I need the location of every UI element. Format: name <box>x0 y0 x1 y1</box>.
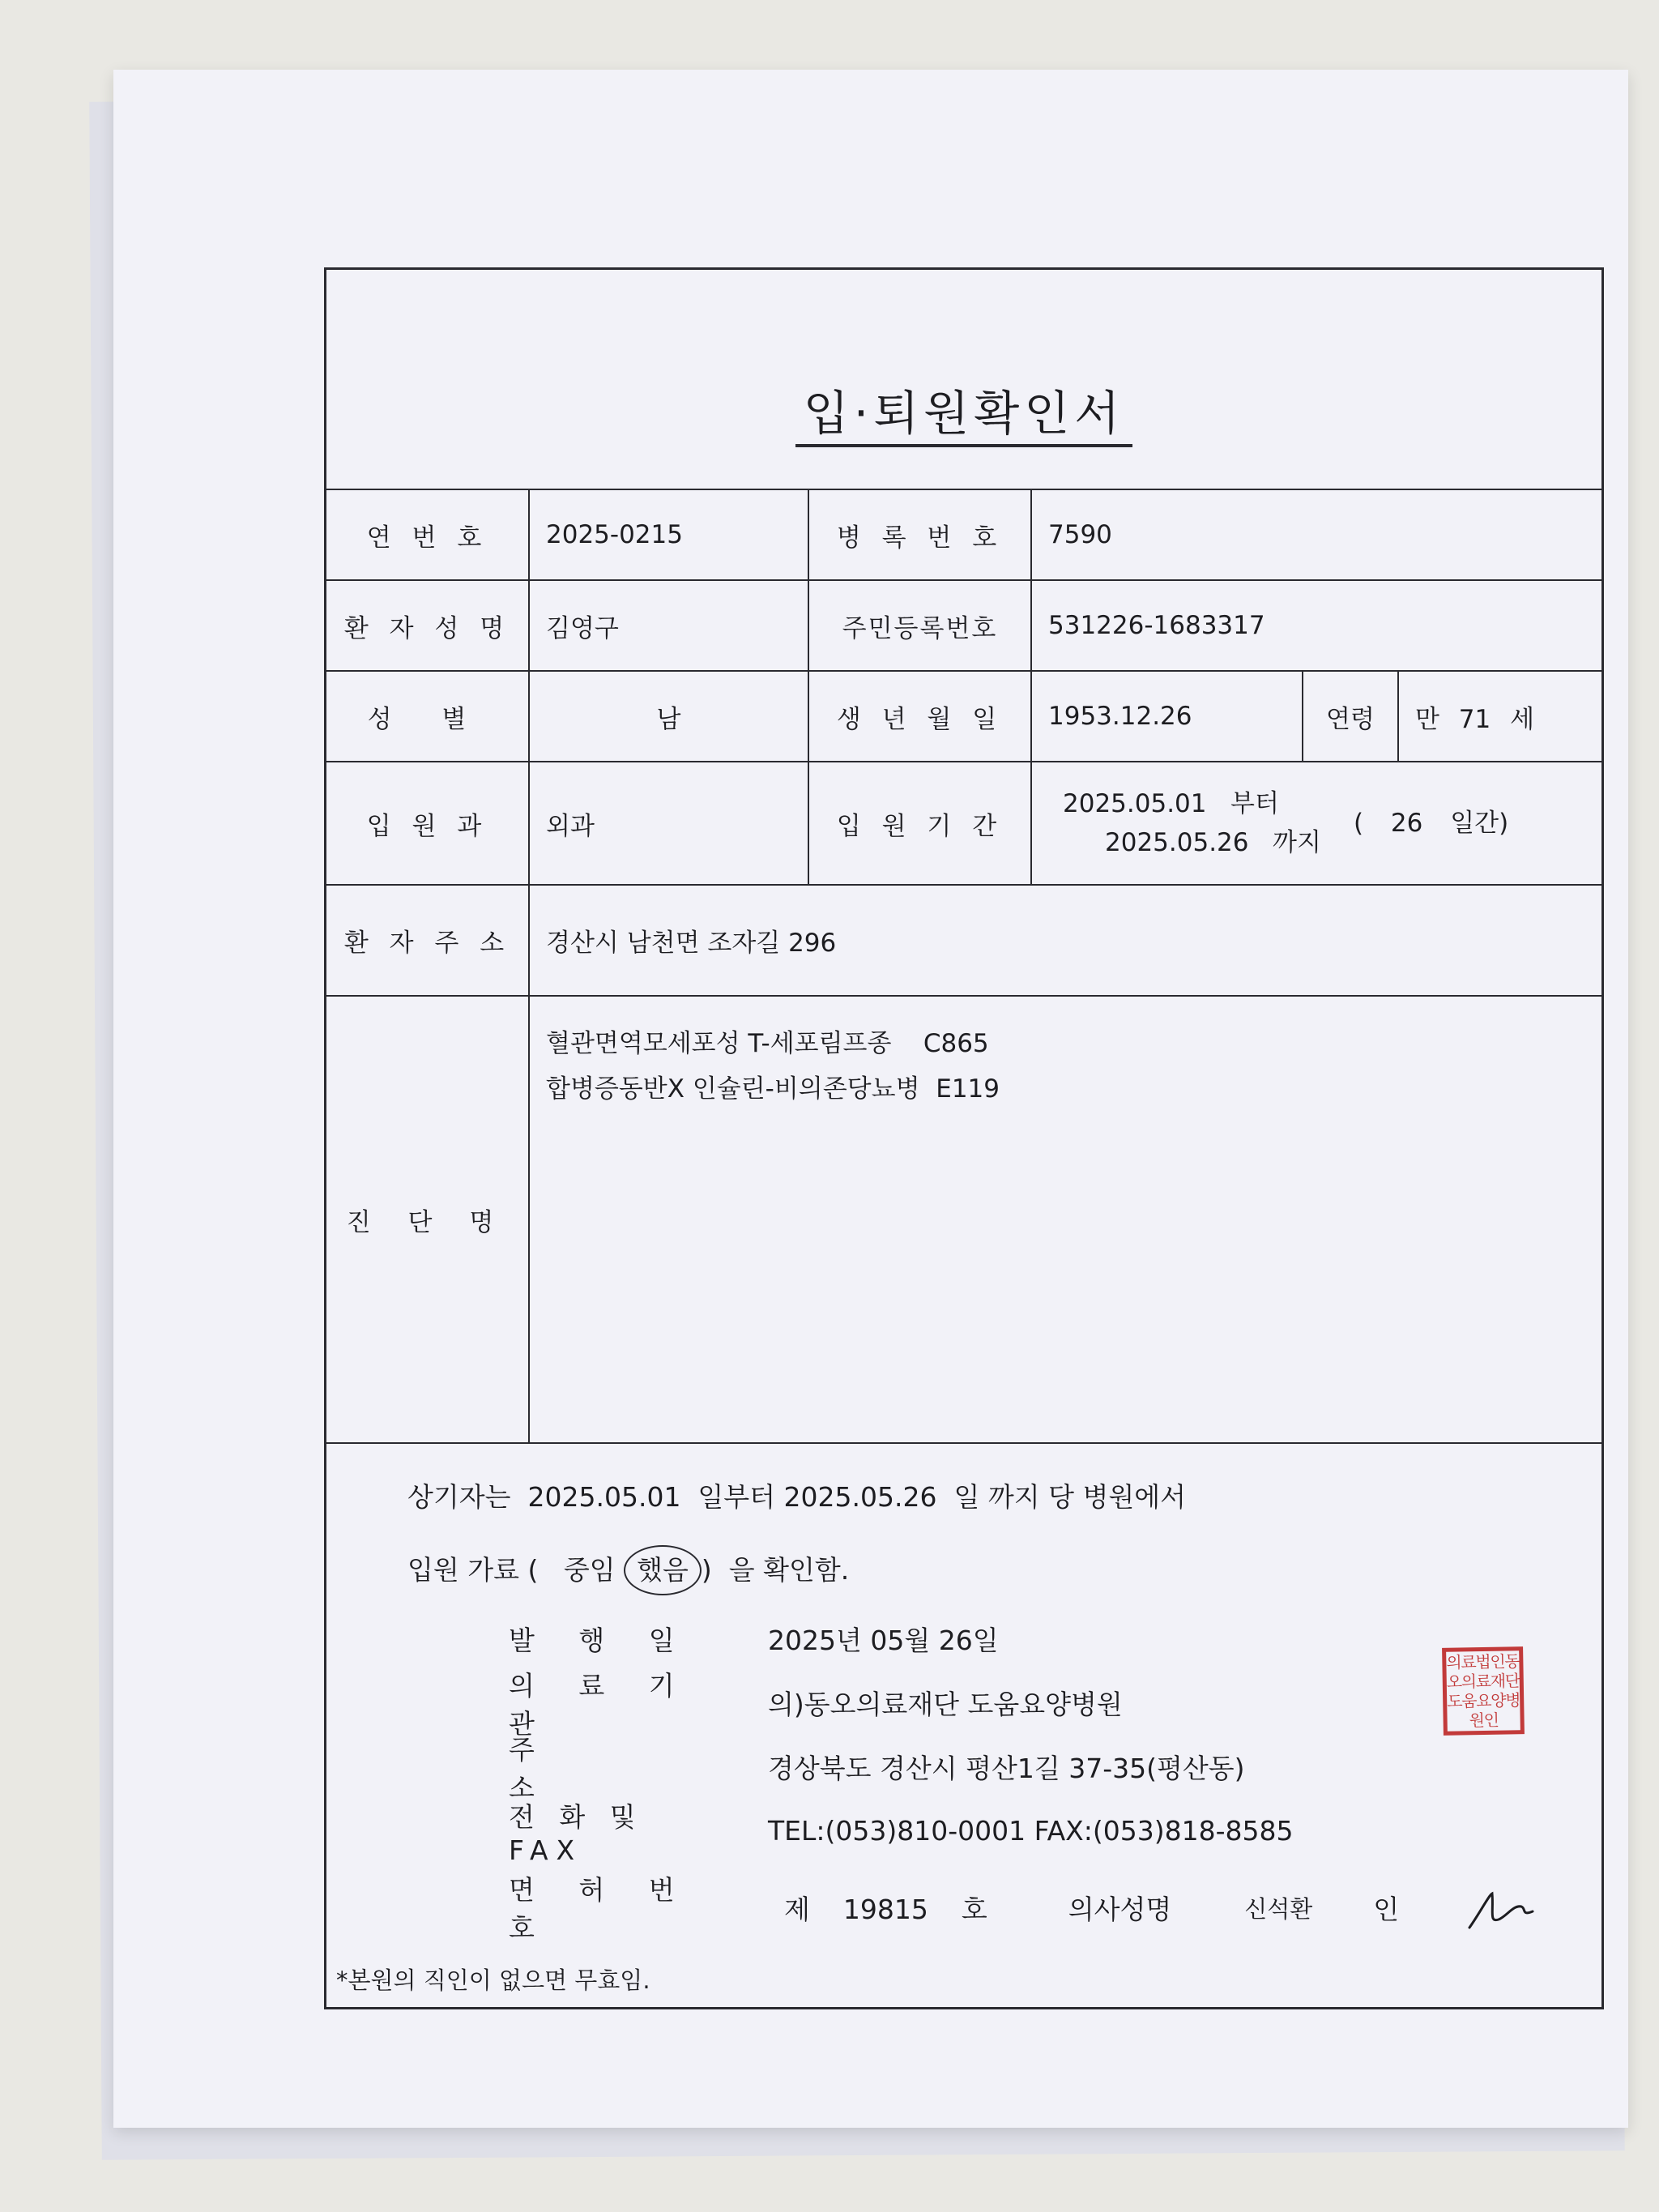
doctor-label: 의사성명 <box>1068 1893 1172 1925</box>
seal-character: 오 <box>1446 1672 1463 1692</box>
license-label: 면 허 번 호 <box>509 1874 693 1944</box>
certificate-frame <box>324 267 1604 2009</box>
issuer-row <box>509 1863 1399 1952</box>
serial-label: 연 번 호 <box>326 489 529 580</box>
table-row <box>326 580 1601 671</box>
seal-character: 움 <box>1461 1691 1478 1711</box>
issuer-block <box>509 1607 1399 1952</box>
seal-character: 요 <box>1476 1690 1492 1711</box>
name-value: 김영구 <box>529 580 808 671</box>
period-days: ( 26 일간) <box>1353 809 1509 838</box>
circled-choice: 했음 <box>624 1545 702 1595</box>
diagnosis-cell <box>529 996 1601 1443</box>
issuer-row <box>509 1733 1399 1804</box>
seal-character: 병 <box>1504 1690 1521 1710</box>
period-start: 2025.05.01 부터 <box>1063 789 1279 818</box>
license-value: 제 19815 호 <box>784 1893 987 1925</box>
certificate-sheet <box>113 70 1628 2128</box>
period-end: 2025.05.26 까지 <box>1105 828 1321 857</box>
issuer-row <box>509 1607 1399 1671</box>
dob-value: 1953.12.26 <box>1031 671 1303 762</box>
dept-value: 외과 <box>529 762 808 885</box>
table-row <box>326 489 1601 580</box>
doctor-name: 신석환 <box>1244 1894 1313 1923</box>
serial-value: 2025-0215 <box>529 489 808 580</box>
seal-character: 단 <box>1504 1671 1521 1691</box>
table-row <box>326 671 1601 762</box>
table-row <box>326 762 1601 885</box>
phone-value: TEL:(053)810-0001 FAX:(053)818-8585 <box>768 1815 1294 1847</box>
period-label: 입 원 기 간 <box>808 762 1031 885</box>
issuer-row <box>509 1669 1399 1740</box>
record-label: 병 록 번 호 <box>808 489 1031 580</box>
issuer-row <box>509 1799 1399 1866</box>
seal-character: 양 <box>1490 1690 1507 1710</box>
institution-address-label: 주 소 <box>509 1733 672 1804</box>
table-row <box>326 885 1601 996</box>
sex-value: 남 <box>529 671 808 762</box>
diagnosis-line: 혈관면역모세포성 T-세포림프종 C865 <box>546 1029 989 1058</box>
seal-character: 원 <box>1469 1710 1486 1731</box>
sex-label: 성 별 <box>326 671 529 762</box>
statement-suffix: ) 을 확인함. <box>701 1554 850 1586</box>
seal-character: 료 <box>1461 1652 1477 1672</box>
seal-character: 재 <box>1490 1671 1507 1691</box>
diagnosis-line: 합병증동반X 인슐린-비의존당뇨병 E119 <box>546 1074 1000 1104</box>
seal-character: 동 <box>1504 1651 1520 1672</box>
dob-label: 생 년 월 일 <box>808 671 1031 762</box>
document-title <box>326 375 1601 443</box>
name-label: 환 자 성 명 <box>326 580 529 671</box>
issue-date-value: 2025년 05월 26일 <box>768 1625 999 1656</box>
address-value: 경산시 남천면 조자길 296 <box>529 885 1601 996</box>
phone-label: 전 화 및 FAX <box>509 1800 644 1866</box>
institution-label: 의 료 기 관 <box>509 1669 693 1740</box>
seal-character: 인 <box>1483 1710 1500 1730</box>
seal-suffix: 인 <box>1373 1893 1400 1925</box>
seal-character: 인 <box>1490 1651 1506 1672</box>
address-label: 환 자 주 소 <box>326 885 529 996</box>
confirmation-statement <box>407 1461 1186 1607</box>
title-text: 입·퇴원확인서 <box>795 386 1133 447</box>
rrn-label: 주민등록번호 <box>808 580 1031 671</box>
age-label: 연령 <box>1303 671 1398 762</box>
dept-label: 입 원 과 <box>326 762 529 885</box>
seal-character: 의 <box>1461 1672 1478 1692</box>
diagnosis-label: 진 단 명 <box>326 996 529 1443</box>
statement-line: 상기자는 2025.05.01 일부터 2025.05.26 일 까지 당 병원에서 <box>407 1481 1186 1513</box>
age-value: 만 71 세 <box>1398 671 1601 762</box>
admission-period <box>1031 762 1601 885</box>
table-row <box>326 996 1601 1443</box>
doctor-signature <box>1465 1887 1537 1936</box>
footnote: *본원의 직인이 없으면 무효임. <box>336 1966 650 1994</box>
seal-character: 도 <box>1447 1691 1463 1711</box>
issue-date-label: 발 행 일 <box>509 1625 693 1656</box>
seal-character: 의 <box>1446 1652 1462 1672</box>
seal-character: 료 <box>1475 1671 1492 1692</box>
statement-line <box>407 1534 1186 1607</box>
institution-address-value: 경상북도 경산시 평산1길 37-35(평산동) <box>768 1753 1245 1784</box>
record-value: 7590 <box>1031 489 1601 580</box>
hospital-seal <box>1442 1646 1525 1736</box>
rrn-value: 531226-1683317 <box>1031 580 1601 671</box>
patient-info-table <box>326 489 1601 1444</box>
statement-prefix: 입원 가료 ( 중임 <box>407 1554 625 1586</box>
seal-character: 법 <box>1475 1651 1491 1672</box>
institution-value: 의)동오의료재단 도움요양병원 <box>768 1689 1123 1720</box>
